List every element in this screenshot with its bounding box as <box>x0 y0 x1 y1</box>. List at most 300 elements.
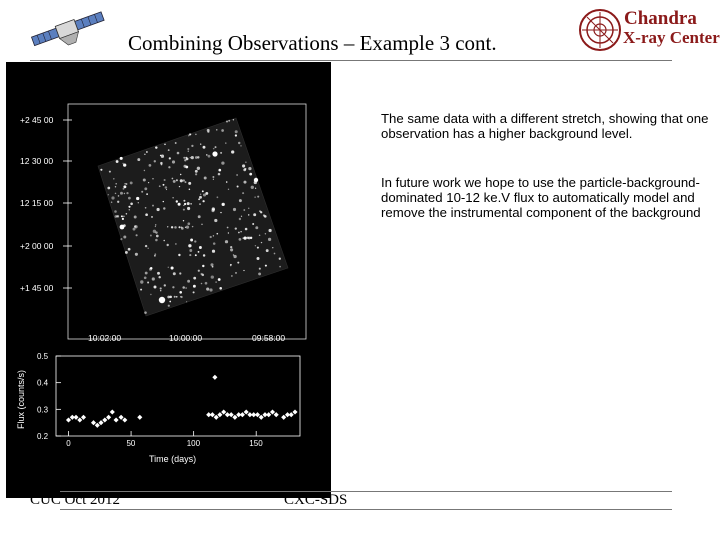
x-ray-source <box>191 156 194 159</box>
x-ray-source <box>164 179 166 181</box>
x-ray-source <box>213 235 214 236</box>
x-ray-source <box>248 167 251 170</box>
description-paragraph-1: The same data with a different stretch, showing that one observation has a higher background level. <box>381 111 709 141</box>
x-ray-source <box>171 266 174 269</box>
bright-x-ray-source <box>254 178 258 182</box>
x-ray-source <box>216 129 217 130</box>
x-ray-source <box>189 254 191 256</box>
x-ray-source <box>172 286 174 288</box>
x-ray-source <box>108 194 109 195</box>
x-ray-source <box>263 214 265 216</box>
x-ray-source <box>279 258 281 260</box>
x-ray-source <box>242 237 243 238</box>
x-ray-source <box>172 197 173 198</box>
x-ray-source <box>220 212 221 213</box>
x-ray-source <box>215 281 216 282</box>
x-ray-source <box>126 213 128 215</box>
x-ray-source <box>175 243 176 244</box>
x-ray-source <box>268 229 271 232</box>
x-ray-source <box>144 276 147 279</box>
x-ray-source <box>206 154 208 156</box>
x-ray-source <box>164 284 166 286</box>
x-ray-source <box>171 226 173 228</box>
x-ray-source <box>155 226 156 227</box>
x-ray-source <box>195 156 198 159</box>
x-ray-source <box>248 208 249 209</box>
x-ray-source <box>168 305 170 307</box>
x-ray-source <box>237 262 239 264</box>
x-tick-label: 50 <box>126 439 136 448</box>
x-ray-source <box>221 161 224 164</box>
x-ray-source <box>174 226 177 229</box>
dec-axis <box>20 115 72 293</box>
x-ray-source <box>236 174 238 176</box>
x-ray-source <box>248 237 251 240</box>
x-ray-source <box>120 192 123 195</box>
figure-canvas <box>6 62 331 498</box>
x-ray-source <box>154 286 157 289</box>
x-ray-source <box>144 170 145 171</box>
x-ray-source <box>149 164 152 167</box>
x-ray-source <box>128 206 130 208</box>
y-axis-ticks <box>37 352 61 441</box>
data-point <box>95 423 100 428</box>
x-ray-source <box>228 120 230 122</box>
x-ray-source <box>240 145 241 146</box>
x-ray-source <box>175 142 177 144</box>
x-ray-source <box>121 215 123 217</box>
data-point <box>77 417 82 422</box>
x-ray-source <box>155 146 157 148</box>
x-ray-source <box>212 176 214 178</box>
x-ray-source <box>242 192 244 194</box>
x-ray-source <box>111 201 112 202</box>
x-ray-source <box>145 213 148 216</box>
light-curve-points <box>66 375 298 428</box>
x-ray-source <box>176 179 178 181</box>
x-ray-source <box>179 186 180 187</box>
x-ray-source <box>241 216 242 217</box>
x-ray-source <box>135 253 138 256</box>
x-ray-source <box>265 233 266 234</box>
x-ray-source <box>164 144 166 146</box>
x-ray-source <box>186 301 187 302</box>
x-ray-source <box>118 195 120 197</box>
x-ray-source <box>198 215 201 218</box>
x-ray-source <box>147 248 148 249</box>
x-ray-source <box>173 272 176 275</box>
x-ray-source <box>183 209 185 211</box>
x-ray-source <box>257 257 260 260</box>
x-ray-source <box>181 226 183 228</box>
x-ray-source <box>198 270 200 272</box>
x-tick-label: 0 <box>66 439 71 448</box>
x-ray-source <box>186 226 189 229</box>
x-ray-source <box>122 163 123 164</box>
x-ray-source <box>145 272 148 275</box>
x-ray-source <box>235 227 237 229</box>
x-ray-source <box>122 218 124 220</box>
x-ray-source <box>160 287 162 289</box>
x-ray-source <box>185 227 186 228</box>
x-ray-source <box>216 233 218 235</box>
x-ray-source <box>133 228 136 231</box>
x-ray-source <box>136 197 139 200</box>
x-ray-source <box>185 166 188 169</box>
x-ray-source <box>115 183 117 185</box>
x-ray-source <box>212 266 214 268</box>
bright-x-ray-source <box>212 151 217 156</box>
x-ray-source <box>218 278 221 281</box>
x-ray-source <box>163 201 164 202</box>
x-ray-source <box>160 155 161 156</box>
x-ray-source <box>176 200 178 202</box>
x-ray-source <box>225 240 228 243</box>
x-ray-source <box>157 208 160 211</box>
x-ray-source <box>210 263 213 266</box>
bright-x-ray-source <box>159 297 165 303</box>
x-ray-source <box>167 244 169 246</box>
observation-figure <box>6 62 331 498</box>
x-ray-source <box>203 254 205 256</box>
logo-subtitle: X-ray Center <box>623 28 720 47</box>
data-point <box>91 420 96 425</box>
x-ray-source <box>193 285 196 288</box>
x-ray-source <box>184 203 186 205</box>
x-ray-source <box>100 169 102 171</box>
x-ray-source <box>239 199 242 202</box>
x-ray-source <box>235 130 238 133</box>
x-ray-source <box>179 226 181 228</box>
x-ray-source <box>174 296 176 298</box>
data-point <box>114 417 119 422</box>
x-ray-source <box>233 208 236 211</box>
data-point <box>73 415 78 420</box>
ra-tick-label: 10:02:00 <box>88 333 122 343</box>
x-ray-source <box>154 255 156 257</box>
footer-divider-bottom <box>60 509 672 510</box>
x-ray-source <box>141 191 143 193</box>
x-ray-source <box>228 232 229 233</box>
x-ray-source <box>194 240 196 242</box>
x-ray-source <box>178 254 180 256</box>
x-ray-source <box>193 277 196 280</box>
x-ray-source <box>107 187 110 190</box>
data-point <box>259 415 264 420</box>
x-ray-source <box>258 272 261 275</box>
ra-tick-label: 09:58:00 <box>252 333 286 343</box>
y-tick-label: 0.5 <box>37 352 49 361</box>
dec-tick-label: +1 45 00 <box>20 283 54 293</box>
x-ray-source <box>179 272 181 274</box>
x-ray-source <box>213 242 216 245</box>
data-point <box>274 412 279 417</box>
x-ray-source <box>212 250 215 253</box>
x-ray-source <box>230 248 233 251</box>
footer-organization: CXC-SDS <box>284 492 348 508</box>
x-ray-source <box>249 173 252 176</box>
x-ray-source <box>230 246 232 248</box>
x-ray-source <box>261 242 262 243</box>
x-ray-source <box>150 235 152 237</box>
x-ray-source <box>120 157 123 160</box>
x-ray-source <box>209 288 212 291</box>
x-ray-source <box>242 164 245 167</box>
x-ray-source <box>187 207 190 210</box>
x-ray-source <box>123 215 125 217</box>
x-ray-source <box>177 152 180 155</box>
x-ray-source <box>157 272 160 275</box>
x-ray-source <box>211 275 214 278</box>
x-ray-source <box>233 254 234 255</box>
data-point <box>106 415 111 420</box>
x-ray-source <box>129 209 130 210</box>
x-ray-source <box>238 232 240 234</box>
x-ray-source <box>207 129 210 132</box>
x-ray-source <box>188 244 191 247</box>
chandra-satellite-icon <box>28 10 110 54</box>
x-ray-source <box>150 267 153 270</box>
data-point <box>66 417 71 422</box>
x-ray-source <box>195 173 197 175</box>
x-ray-source <box>219 287 222 290</box>
x-ray-source <box>228 189 229 190</box>
slide-title: Combining Observations – Example 3 cont. <box>128 31 497 55</box>
x-ray-source <box>166 189 167 190</box>
ra-tick-label: 10:00:00 <box>169 333 203 343</box>
data-point <box>232 415 237 420</box>
x-ray-source <box>201 273 203 275</box>
x-ray-source <box>185 157 187 159</box>
x-ray-source <box>210 236 212 238</box>
x-ray-source <box>140 280 143 283</box>
x-ray-source <box>218 169 221 172</box>
x-ray-source <box>240 231 241 232</box>
x-ray-source <box>168 149 170 151</box>
x-ray-source <box>146 193 148 195</box>
x-ray-source <box>239 218 241 220</box>
x-ray-source <box>124 193 125 194</box>
x-ray-source <box>153 230 156 233</box>
x-ray-source <box>195 254 197 256</box>
x-ray-source <box>113 178 115 180</box>
x-ray-source <box>259 235 261 237</box>
x-ray-source <box>222 203 225 206</box>
x-ray-source <box>125 251 128 254</box>
x-ray-source <box>161 155 164 158</box>
x-ray-source <box>189 249 192 252</box>
data-point <box>270 409 275 414</box>
x-ray-source <box>111 196 114 199</box>
x-ray-source <box>193 291 195 293</box>
x-ray-source <box>187 202 190 205</box>
x-ray-source <box>145 207 147 209</box>
x-ray-source <box>109 171 111 173</box>
x-ray-source <box>172 178 174 180</box>
data-point <box>281 415 286 420</box>
x-ray-source <box>126 183 128 185</box>
x-ray-source <box>138 202 139 203</box>
x-ray-source <box>190 157 191 158</box>
data-point <box>137 415 142 420</box>
x-ray-source <box>144 154 145 155</box>
x-ray-source <box>172 160 175 163</box>
x-ray-source <box>154 253 156 255</box>
logo-title: Chandra <box>624 8 697 29</box>
data-point <box>102 417 107 422</box>
x-ray-source <box>191 145 193 147</box>
x-ray-source <box>274 253 276 255</box>
x-ray-source <box>233 119 234 120</box>
x-ray-source <box>159 185 161 187</box>
x-ray-source <box>212 208 215 211</box>
x-ray-source <box>192 226 193 227</box>
x-ray-source <box>257 196 259 198</box>
x-ray-source <box>266 249 269 252</box>
x-ray-source <box>190 239 193 242</box>
x-ray-source <box>187 222 190 225</box>
x-ray-source <box>198 198 200 200</box>
bright-x-ray-source <box>120 225 125 230</box>
x-ray-source <box>213 148 215 150</box>
x-ray-source <box>180 174 181 175</box>
x-ray-source <box>183 200 185 202</box>
x-ray-source <box>144 187 147 190</box>
x-ray-source <box>260 211 262 213</box>
x-ray-source <box>243 270 244 271</box>
x-ray-source <box>255 245 256 246</box>
ra-axis <box>88 333 285 343</box>
x-ray-source <box>116 160 119 163</box>
x-ray-source <box>199 203 200 204</box>
x-ray-source <box>179 291 182 294</box>
x-ray-source <box>204 177 207 180</box>
x-ray-source <box>169 301 171 303</box>
x-ray-source <box>163 184 165 186</box>
x-ray-source <box>154 160 156 162</box>
x-ray-source <box>203 193 206 196</box>
x-ray-source <box>259 268 261 270</box>
x-ray-source <box>257 247 259 249</box>
data-point <box>292 409 297 414</box>
x-ray-source <box>152 277 155 280</box>
x-ray-source <box>214 219 217 222</box>
dec-tick-label: +2 00 00 <box>20 241 54 251</box>
data-point <box>221 409 226 414</box>
dec-tick-label: 12 30 00 <box>20 156 54 166</box>
x-ray-source <box>180 179 183 182</box>
x-ray-source <box>167 226 168 227</box>
x-ray-source <box>197 167 200 170</box>
data-point <box>240 412 245 417</box>
x-ray-source <box>200 194 201 195</box>
x-ray-source <box>140 289 142 291</box>
data-point <box>289 412 294 417</box>
x-ray-source <box>221 129 224 132</box>
x-ray-source <box>230 265 232 267</box>
x-ray-source <box>158 276 160 278</box>
x-ray-source <box>255 188 256 189</box>
x-ray-source <box>239 238 242 241</box>
x-ray-source <box>182 286 185 289</box>
x-ray-source <box>167 296 170 299</box>
x-ray-source <box>231 275 232 276</box>
x-ray-source <box>243 169 246 172</box>
data-point <box>255 412 260 417</box>
x-ray-source <box>152 205 154 207</box>
x-ray-source <box>215 146 217 148</box>
x-tick-label: 150 <box>249 439 263 448</box>
data-point <box>122 417 127 422</box>
x-ray-source <box>134 216 137 219</box>
x-ray-source <box>202 190 204 192</box>
x-ray-source <box>198 251 200 253</box>
x-ray-source <box>201 224 202 225</box>
x-ray-source <box>206 288 209 291</box>
data-point <box>214 415 219 420</box>
x-ray-source <box>251 186 254 189</box>
x-ray-source <box>188 182 191 185</box>
x-ray-source <box>245 228 248 231</box>
footer-date: CUC Oct 2012 <box>30 492 120 508</box>
x-ray-source <box>183 205 184 206</box>
x-ray-source <box>128 248 131 251</box>
x-ray-source <box>117 201 119 203</box>
x-ray-source <box>199 196 202 199</box>
x-ray-source <box>195 170 198 173</box>
x-ray-source <box>218 173 221 176</box>
x-ray-source <box>237 185 239 187</box>
x-ray-source <box>220 152 222 154</box>
x-ray-source <box>203 146 206 149</box>
x-ray-source <box>183 157 185 159</box>
x-ray-source <box>161 164 163 166</box>
x-ray-source <box>195 134 196 135</box>
x-ray-source <box>181 296 183 298</box>
x-ray-source <box>189 133 191 135</box>
x-ray-source <box>252 223 254 225</box>
x-ray-source <box>202 265 204 267</box>
x-ray-source <box>126 192 128 194</box>
x-ray-source <box>243 236 246 239</box>
x-ray-source <box>272 247 273 248</box>
x-ray-source <box>130 181 133 184</box>
x-ray-source <box>235 134 237 136</box>
x-ray-source <box>183 220 184 221</box>
x-ray-source <box>163 240 165 242</box>
x-ray-source <box>227 227 229 229</box>
x-ray-source <box>199 246 202 249</box>
data-point <box>98 420 103 425</box>
x-ray-source <box>173 180 176 183</box>
dec-tick-label: 12 15 00 <box>20 198 54 208</box>
x-ray-source <box>123 236 126 239</box>
x-tick-label: 100 <box>186 439 201 448</box>
x-ray-source <box>123 188 125 190</box>
light-curve-chart <box>16 352 300 464</box>
x-ray-source <box>187 280 190 283</box>
x-ray-source <box>245 161 246 162</box>
y-tick-label: 0.2 <box>37 432 49 441</box>
x-ray-source <box>265 265 267 267</box>
x-ray-source <box>189 189 191 191</box>
y-tick-label: 0.3 <box>37 405 49 415</box>
description-paragraph-2: In future work we hope to use the particle-background-dominated 10-12 ke.V flux to automatically model and remove the instrumental component of the background <box>381 175 701 220</box>
x-axis-ticks <box>66 431 263 448</box>
x-ray-source <box>160 290 161 291</box>
x-ray-source <box>183 179 185 181</box>
dec-tick-label: +2 45 00 <box>20 115 54 125</box>
